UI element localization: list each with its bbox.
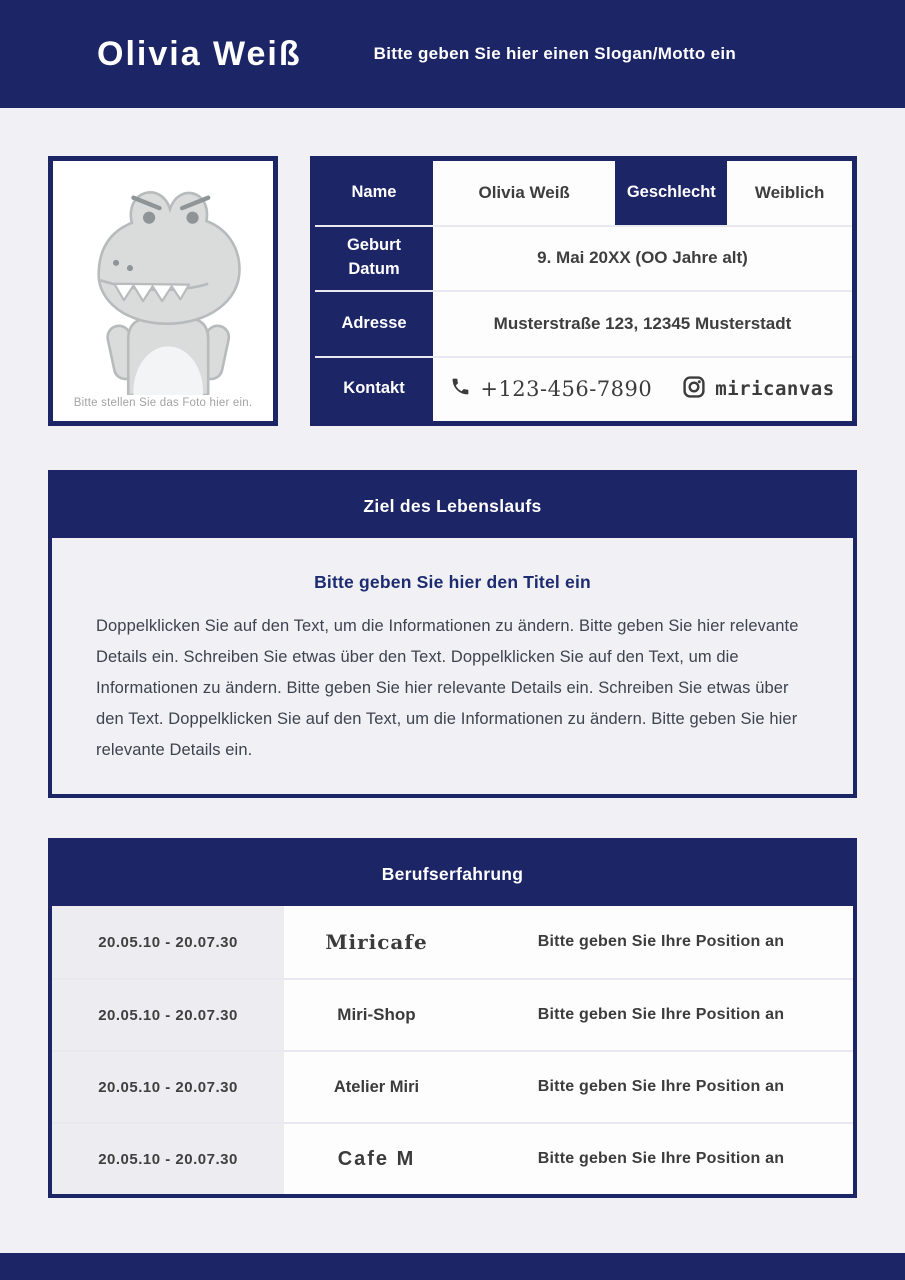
- experience-position: Bitte geben Sie Ihre Position an: [537, 1006, 785, 1023]
- footer-bar: [0, 1253, 905, 1280]
- experience-period: 20.05.10 - 20.07.30: [52, 1124, 284, 1194]
- experience-period: 20.05.10 - 20.07.30: [52, 980, 284, 1050]
- objective-header: [52, 474, 853, 538]
- address-label: Adresse: [315, 292, 433, 356]
- experience-period: 20.05.10 - 20.07.30: [52, 1052, 284, 1122]
- info-row-contact: [315, 358, 852, 422]
- birth-value: 9. Mai 20XX (OO Jahre alt): [433, 227, 852, 291]
- info-row-birth: [315, 227, 852, 291]
- experience-header-title: Berufserfahrung: [381, 863, 524, 884]
- experience-row: [52, 1122, 853, 1194]
- experience-row: [52, 978, 853, 1050]
- objective-title-placeholder: Bitte geben Sie hier den Titel ein: [314, 572, 591, 592]
- experience-position: Bitte geben Sie Ihre Position an: [537, 933, 785, 950]
- photo-caption: Bitte stellen Sie das Foto hier ein.: [73, 397, 253, 409]
- objective-body: [52, 538, 853, 794]
- experience-company: Miricafe: [325, 930, 428, 954]
- profile-row: [48, 156, 857, 426]
- experience-company: Miri-Shop: [337, 1005, 416, 1024]
- experience-rows: [52, 906, 853, 1194]
- page-content: [0, 156, 905, 1198]
- birth-label: Geburt Datum: [315, 227, 433, 291]
- name-label: Name: [315, 161, 433, 225]
- experience-section: [48, 838, 857, 1198]
- experience-company: Atelier Miri: [333, 1077, 420, 1096]
- experience-row: [52, 1050, 853, 1122]
- instagram-handle: miricanvas: [715, 378, 835, 401]
- header-bar: [0, 0, 905, 108]
- address-value: Musterstraße 123, 12345 Musterstadt: [433, 292, 852, 356]
- experience-header: [52, 842, 853, 906]
- phone-receiver-icon: [450, 376, 471, 402]
- crocodile-illustration: [76, 169, 250, 395]
- experience-position: Bitte geben Sie Ihre Position an: [537, 1078, 785, 1095]
- objective-header-title: Ziel des Lebenslaufs: [363, 495, 542, 516]
- objective-text-placeholder: Doppelklicken Sie auf den Text, um die Informationen zu ändern. Bitte geben Sie hier relevante Details ein. Schreiben Sie etwas über den Text. Doppelklicken Sie auf den Text, um die Informationen zu ändern. Bitte geben Sie hier relevante Details ein. Schreiben Sie etwas über den Text. Doppelklicken Sie auf den Text, um die Informationen zu ändern. Bitte geben Sie hier relevante Details ein.: [96, 617, 799, 759]
- experience-position: Bitte geben Sie Ihre Position an: [537, 1150, 785, 1167]
- contact-label: Kontakt: [315, 358, 433, 422]
- experience-period: 20.05.10 - 20.07.30: [52, 906, 284, 978]
- photo-placeholder: [48, 156, 278, 426]
- phone-contact: [450, 376, 652, 402]
- contact-value: [433, 358, 852, 422]
- experience-company: Cafe M: [337, 1147, 416, 1170]
- objective-section: [48, 470, 857, 798]
- phone-number: +123-456-7890: [480, 377, 653, 402]
- gender-label: Geschlecht: [615, 161, 727, 225]
- slogan-placeholder: Bitte geben Sie hier einen Slogan/Motto ein: [373, 44, 737, 63]
- name-value: Olivia Weiß: [433, 161, 615, 225]
- info-row-name-gender: [315, 161, 852, 225]
- gender-value: Weiblich: [727, 161, 852, 225]
- instagram-icon: [682, 375, 706, 404]
- person-name: Olivia Weiß: [97, 34, 302, 73]
- instagram-contact: [682, 375, 834, 404]
- info-table: [310, 156, 857, 426]
- info-row-address: [315, 292, 852, 356]
- experience-row: [52, 906, 853, 978]
